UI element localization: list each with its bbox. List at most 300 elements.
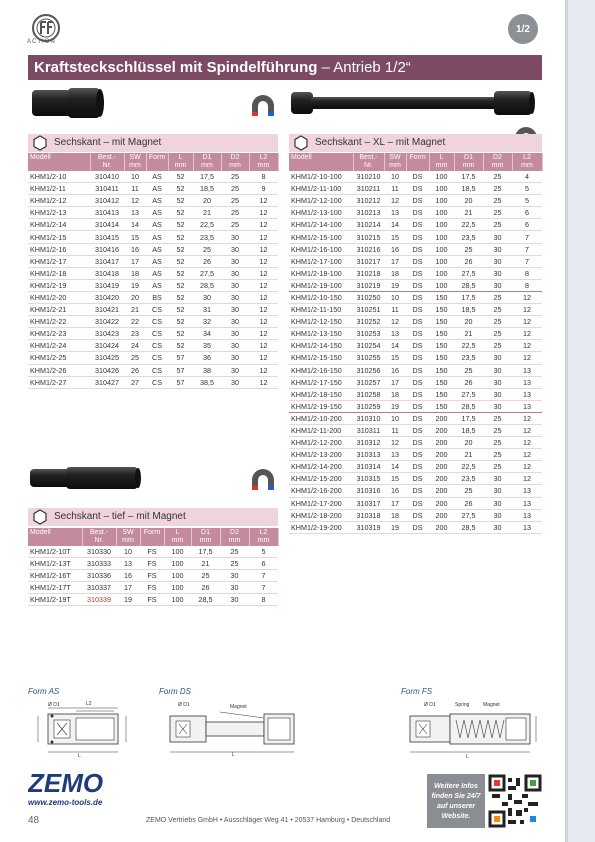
table-cell: DS [406,424,429,436]
section-heading-hex-xl [289,134,542,152]
table-cell: 100 [164,582,191,594]
col-header-line2: mm [129,162,141,169]
table-cell: 30 [221,316,249,328]
table-cell: 25 [220,546,249,558]
table-cell: 30 [221,267,249,279]
table-cell: 310339 [82,594,116,606]
table-cell: FS [140,582,164,594]
table-cell: 310210 [353,171,384,183]
table-cell: 30 [193,291,221,303]
table-cell: 310252 [353,316,384,328]
table-cell: FS [140,546,164,558]
table-cell: 26 [124,364,146,376]
table-cell: 13 [512,364,542,376]
table-cell: KHM1/2-19T [28,594,82,606]
fs-spring-label: Spring [455,702,470,708]
table-row [28,231,278,243]
table-cell: 5 [249,546,278,558]
table-cell: DS [406,352,429,364]
table-cell: 310426 [90,364,124,376]
table-cell: 310218 [353,267,384,279]
table-cell: 23,5 [454,473,483,485]
table-cell: 30 [483,497,512,509]
table-cell: 310213 [353,207,384,219]
table-row [289,364,542,376]
table-row [289,183,542,195]
table-cell: 25 [483,412,512,424]
table-cell: KHM1/2-10-100 [289,171,353,183]
table-cell: AS [146,195,168,207]
table-cell: 24 [124,340,146,352]
table-cell: 310411 [90,183,124,195]
table-cell: 30 [220,594,249,606]
col-header-line1: L [439,154,444,161]
table-cell: 52 [168,243,193,255]
table-row [28,558,278,570]
table-cell: 310256 [353,364,384,376]
table-row [289,449,542,461]
table-cell: 27,5 [454,267,483,279]
table-cell: 30 [221,340,249,352]
table-cell: 200 [429,485,454,497]
col-header [249,153,278,171]
table-cell: KHM1/2-19-200 [289,521,353,533]
table-cell: DS [406,171,429,183]
table-cell: 52 [168,267,193,279]
table-row [289,340,542,352]
table-cell: 30 [221,243,249,255]
table-cell: 25 [221,183,249,195]
table-cell: 25 [191,570,220,582]
table-cell: KHM1/2-13-200 [289,449,353,461]
col-header-line1: Form [148,154,166,161]
table-row [289,219,542,231]
table-cell: 310254 [353,340,384,352]
col-header [90,153,124,171]
table-cell: 100 [429,267,454,279]
table-cell: 30 [221,364,249,376]
col-header [454,153,483,171]
table-cell: DS [406,449,429,461]
table-cell: 30 [221,255,249,267]
table-cell: 310333 [82,558,116,570]
table-cell: 57 [168,352,193,364]
table-cell: 25 [221,171,249,183]
table-cell: 13 [512,521,542,533]
table-cell: 17,5 [454,171,483,183]
table-cell: 13 [512,400,542,412]
qr-code-icon[interactable] [488,774,542,828]
col-header-line2: mm [521,162,533,169]
table-row [289,267,542,279]
table-cell: AS [146,267,168,279]
table-cell: 20 [454,437,483,449]
logo-text: ACTION [27,39,56,45]
table-cell: 310317 [353,497,384,509]
table-cell: AS [146,183,168,195]
table-cell: FS [140,558,164,570]
table-cell: 28,5 [454,400,483,412]
table-cell: KHM1/2-16-200 [289,485,353,497]
table-cell: KHM1/2-19 [28,279,90,291]
table-cell: KHM1/2-13 [28,207,90,219]
table-cell: 30 [483,267,512,279]
table-cell: 30 [483,279,512,291]
table-cell: KHM1/2-22 [28,316,90,328]
table-cell: 12 [249,364,278,376]
table-cell: 310417 [90,255,124,267]
table-cell: KHM1/2-10-150 [289,291,353,303]
table-cell: KHM1/2-17-200 [289,497,353,509]
table-cell: 310422 [90,316,124,328]
table-cell: 310211 [353,183,384,195]
table-row [289,316,542,328]
table-cell: KHM1/2-13T [28,558,82,570]
table-cell: 8 [512,267,542,279]
table-cell: 22,5 [454,219,483,231]
col-header-line1: L2 [523,154,531,161]
table-cell: 12 [512,424,542,436]
table-cell: KHM1/2-15-150 [289,352,353,364]
table-cell: 12 [249,352,278,364]
table-cell: 6 [249,558,278,570]
table-cell: 12 [512,352,542,364]
table-cell: 25 [483,340,512,352]
table-cell: 17,5 [454,412,483,424]
table-cell: 150 [429,328,454,340]
col-header-line2: mm [435,162,448,169]
col-header-line2: mm [174,162,187,169]
table-cell: 23,5 [193,231,221,243]
table-cell: 12 [249,219,278,231]
table-cell: KHM1/2-12-200 [289,437,353,449]
col-header-line2: Nr. [364,162,373,169]
table-cell: 57 [168,376,193,388]
table-cell: 25 [193,243,221,255]
table-cell: 5 [512,195,542,207]
table-cell: KHM1/2-10 [28,171,90,183]
table-cell: 12 [249,207,278,219]
table-hex-xl [289,153,543,534]
table-cell: 25 [220,558,249,570]
table-cell: 310419 [90,279,124,291]
form-label-as: Form AS [28,687,60,696]
table-cell: 31 [193,304,221,316]
table-cell: DS [406,316,429,328]
table-cell: 12 [512,449,542,461]
table-cell: 12 [124,195,146,207]
table-cell: 310259 [353,400,384,412]
col-header-line1: Best.- [359,154,378,161]
page-badge: 1/2 [508,14,538,44]
table-cell: KHM1/2-11 [28,183,90,195]
table-cell: 200 [429,461,454,473]
table-cell: 25 [454,485,483,497]
table-cell: 10 [116,546,140,558]
table-cell: 20 [454,195,483,207]
table-row [289,171,542,183]
table-cell: 18,5 [454,304,483,316]
table-cell: 7 [512,255,542,267]
table-cell: 310219 [353,279,384,291]
table-cell: 30 [221,279,249,291]
info-line-3: auf unserer [436,803,476,810]
table-cell: DS [406,412,429,424]
table-cell: 30 [483,352,512,364]
table-cell: KHM1/2-14 [28,219,90,231]
table-hex-deep [28,528,279,606]
table-cell: 25 [483,437,512,449]
table-cell: 150 [429,340,454,352]
table-cell: 100 [429,243,454,255]
table-cell: 15 [124,231,146,243]
table-cell: 18,5 [454,424,483,436]
table-cell: KHM1/2-12 [28,195,90,207]
col-header-line2: mm [491,162,504,169]
table-cell: 13 [384,449,406,461]
table-cell: KHM1/2-25 [28,352,90,364]
table-row [28,291,278,303]
hexagon-icon [32,509,48,525]
table-cell: KHM1/2-14-200 [289,461,353,473]
table-cell: 5 [512,183,542,195]
table-cell: 310416 [90,243,124,255]
table-cell: 12 [249,340,278,352]
table-cell: KHM1/2-16-150 [289,364,353,376]
table-cell: 25 [483,449,512,461]
table-cell: 17,5 [191,546,220,558]
table-cell: KHM1/2-16T [28,570,82,582]
table-cell: 100 [429,219,454,231]
table-cell: 25 [483,424,512,436]
table-cell: 13 [124,207,146,219]
table-cell: 13 [512,376,542,388]
table-cell: 12 [512,461,542,473]
table-cell: 26 [454,497,483,509]
table-cell: DS [406,497,429,509]
table-cell: 4 [512,171,542,183]
table-cell: 25 [483,183,512,195]
col-header-line2: mm [462,162,475,169]
table-cell: KHM1/2-19-100 [289,279,353,291]
table-cell: 12 [512,304,542,316]
section-heading-hex-magnet [28,134,278,152]
form-label-fs: Form FS [401,687,433,696]
zemo-url[interactable]: www.zemo-tools.de [28,798,103,807]
table-row [28,267,278,279]
table-row [28,316,278,328]
table-row [28,243,278,255]
table-cell: 20 [124,291,146,303]
as-l-label: L [78,753,81,759]
table-cell: DS [406,255,429,267]
col-header [289,153,353,171]
table-cell: 34 [193,328,221,340]
table-cell: 17,5 [193,171,221,183]
ds-l-label: L [232,752,235,758]
table-cell: 310310 [353,412,384,424]
table-cell: 100 [429,195,454,207]
table-cell: CS [146,328,168,340]
table-row [289,388,542,400]
table-cell: KHM1/2-26 [28,364,90,376]
table-cell: 310250 [353,291,384,303]
col-header-line1: Best.- [89,529,109,536]
table-cell: 25 [483,316,512,328]
table-cell: KHM1/2-17 [28,255,90,267]
table-cell: KHM1/2-11-150 [289,304,353,316]
table-cell: 310318 [353,509,384,521]
form-label-ds: Form DS [159,687,191,696]
table-cell: 310337 [82,582,116,594]
table-cell: 30 [483,473,512,485]
col-header-line1: L2 [259,529,268,536]
col-header [221,153,249,171]
table-cell: CS [146,364,168,376]
table-cell: DS [406,219,429,231]
col-header-line1: L2 [259,154,268,161]
table-cell: 30 [483,364,512,376]
col-header-line1: D1 [201,529,210,536]
table-cell: 30 [221,291,249,303]
table-cell: 200 [429,473,454,485]
table-cell: 26 [193,255,221,267]
table-cell: 25 [221,219,249,231]
table-cell: 12 [384,195,406,207]
table-row [28,340,278,352]
table-row [28,570,278,582]
table-cell: 200 [429,412,454,424]
table-cell: KHM1/2-27 [28,376,90,388]
table-row [289,473,542,485]
table-cell: KHM1/2-15-200 [289,473,353,485]
table-cell: 52 [168,328,193,340]
table-cell: 30 [483,485,512,497]
table-cell: 310413 [90,207,124,219]
table-row [28,352,278,364]
table-cell: KHM1/2-17T [28,582,82,594]
table-cell: DS [406,279,429,291]
table-cell: KHM1/2-13-100 [289,207,353,219]
table-cell: 19 [384,521,406,533]
table-cell: DS [406,243,429,255]
table-row [289,279,542,291]
table-cell: 10 [384,171,406,183]
table-cell: 13 [512,485,542,497]
table-cell: 12 [249,195,278,207]
table-cell: 21 [124,304,146,316]
socket-image-deep [28,464,148,492]
table-row [28,594,278,606]
col-header [249,528,278,546]
table-cell: 17 [384,376,406,388]
col-header-line1: D1 [464,154,473,161]
table-cell: 150 [429,376,454,388]
col-header-line1: D2 [230,529,239,536]
table-cell: 18,5 [454,183,483,195]
table-cell: 30 [483,255,512,267]
table-cell: CS [146,352,168,364]
table-cell: 310421 [90,304,124,316]
table-cell: 15 [384,231,406,243]
table-cell: 12 [384,437,406,449]
col-header-line1: L [178,154,183,161]
table-cell: KHM1/2-12-150 [289,316,353,328]
table-cell: 21 [193,207,221,219]
table-cell: DS [406,195,429,207]
table-row [289,485,542,497]
col-header-line1: Modell [291,154,312,161]
table-cell: KHM1/2-18-100 [289,267,353,279]
table-row [28,582,278,594]
table-row [289,243,542,255]
table-cell: CS [146,340,168,352]
table-cell: 13 [384,207,406,219]
table-cell: DS [406,267,429,279]
table-cell: 10 [384,291,406,303]
table-cell: 25 [483,195,512,207]
table-row [289,461,542,473]
table-row [289,291,542,303]
col-header-line1: SW [122,529,134,536]
table-cell: 28,5 [454,521,483,533]
table-cell: 310336 [82,570,116,582]
title-bold: Kraftsteckschlüssel mit Spindelführung [34,59,318,76]
table-row [289,328,542,340]
table-cell: KHM1/2-17-150 [289,376,353,388]
table-cell: KHM1/2-16 [28,243,90,255]
table-cell: 13 [116,558,140,570]
table-cell: KHM1/2-15 [28,231,90,243]
table-cell: 25 [221,195,249,207]
table-cell: 23,5 [454,231,483,243]
table-cell: 150 [429,304,454,316]
table-cell: 52 [168,219,193,231]
table-cell: AS [146,219,168,231]
col-header-line1: D1 [202,154,212,161]
table-cell: 22 [124,316,146,328]
section-title: Sechskant – XL – mit Magnet [315,137,446,148]
table-row [28,255,278,267]
table-cell: BS [146,291,168,303]
table-cell: 8 [249,171,278,183]
table-cell: 21 [454,328,483,340]
page-number: 48 [28,815,40,826]
table-cell: 310420 [90,291,124,303]
fs-l-label: L [466,754,469,760]
table-cell: KHM1/2-18 [28,267,90,279]
table-cell: 16 [384,364,406,376]
table-cell: 6 [512,207,542,219]
table-cell: 17,5 [454,291,483,303]
table-cell: 100 [429,255,454,267]
table-cell: 26 [191,582,220,594]
magnet-icon-deep [248,466,278,494]
col-header [429,153,454,171]
table-cell: 310319 [353,521,384,533]
table-cell: 22,5 [454,340,483,352]
table-row [28,171,278,183]
col-header [140,528,164,546]
table-cell: 30 [221,231,249,243]
table-cell: 310414 [90,219,124,231]
table-cell: 19 [116,594,140,606]
table-cell: 18,5 [193,183,221,195]
table-cell: 200 [429,521,454,533]
col-header-line1: Form [409,154,426,161]
table-cell: 14 [384,461,406,473]
table-cell: 30 [221,376,249,388]
